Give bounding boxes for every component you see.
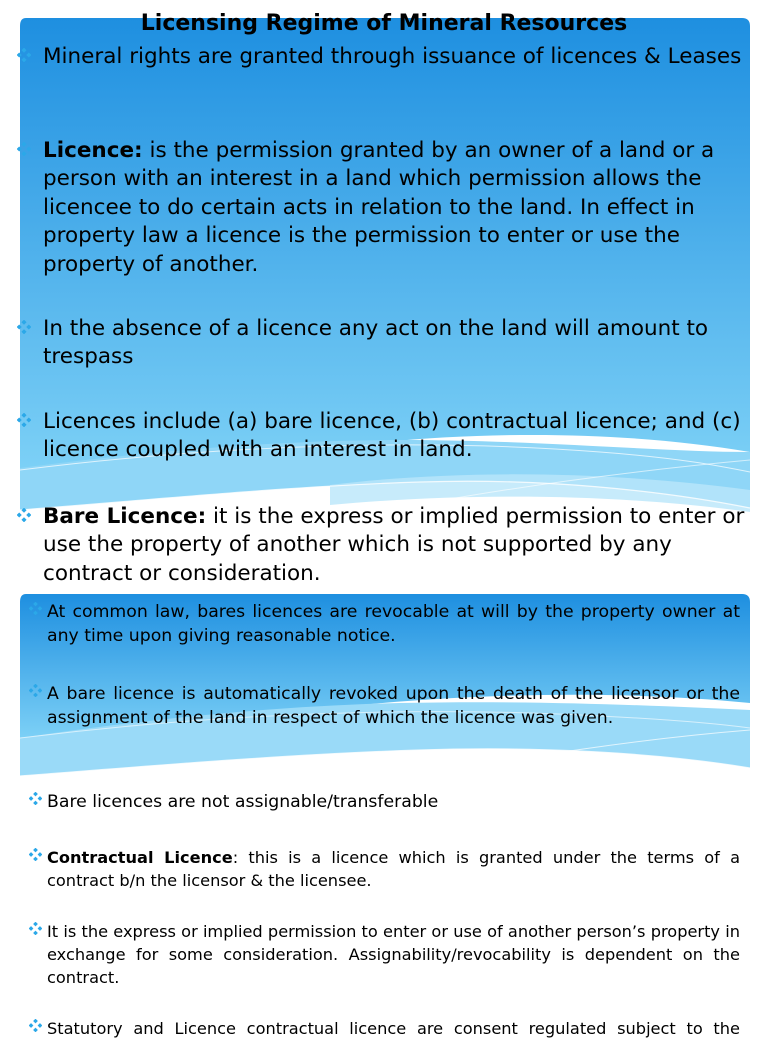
diamond-bullet-icon xyxy=(17,413,31,427)
bullet-text: Licences include (a) bare licence, (b) contractual licence; and (c) licence coupled with an interest in land. xyxy=(43,409,741,463)
bullet-text: Bare licences are not assignable/transferable xyxy=(47,792,439,812)
diamond-bullet-icon xyxy=(29,684,42,697)
bullet-text: Statutory and Licence contractual licence are consent regulated subject to the xyxy=(47,1019,740,1038)
term-licence: Licence: xyxy=(43,138,143,163)
term-contractual-licence: Contractual Licence xyxy=(47,848,233,867)
diamond-bullet-icon xyxy=(17,320,31,334)
diamond-bullet-icon xyxy=(29,792,42,805)
diamond-bullet-icon xyxy=(29,922,42,935)
diamond-bullet-icon xyxy=(17,142,31,156)
diamond-bullet-icon xyxy=(29,848,42,861)
bullet-text xyxy=(47,846,740,892)
bullet-text: Mineral rights are granted through issuance of licences & Leases xyxy=(43,44,742,69)
term-bare-licence: Bare Licence: xyxy=(43,504,207,529)
bullet-text: A bare licence is automatically revoked upon the death of the licensor or the assignment of the land in respect of which the licence was given. xyxy=(47,684,740,728)
definition: : this is a licence which is granted under the terms of a contract b/n the licensor & the licensee. xyxy=(47,848,740,890)
slide-2 xyxy=(0,578,768,1038)
bullet-text: At common law, bares licences are revocable at will by the property owner at any time upon giving reasonable notice. xyxy=(47,602,740,646)
bullet-text: In the absence of a licence any act on the land will amount to trespass xyxy=(43,316,709,370)
bullet-text xyxy=(43,503,758,588)
bullet-text: It is the express or implied permission to enter or use of another person’s property in exchange for some consideration. Assignability/revocability is dependent on the contract. xyxy=(47,922,740,987)
diamond-bullet-icon xyxy=(29,602,42,615)
slide-title: Licensing Regime of Mineral Resources xyxy=(140,11,628,36)
definition: it is the express or implied permission to enter or use the property of another which is not supported by any contract or consideration. xyxy=(43,504,745,586)
diamond-bullet-icon xyxy=(17,508,31,522)
bullet-text xyxy=(43,137,758,279)
diamond-bullet-icon xyxy=(17,48,31,62)
definition: is the permission granted by an owner of a land or a person with an interest in a land which permission allows the licencee to do certain acts in relation to the land. In effect in property law a licence is the permission to enter or use the property of another. xyxy=(43,138,715,277)
diamond-bullet-icon xyxy=(29,1019,42,1032)
